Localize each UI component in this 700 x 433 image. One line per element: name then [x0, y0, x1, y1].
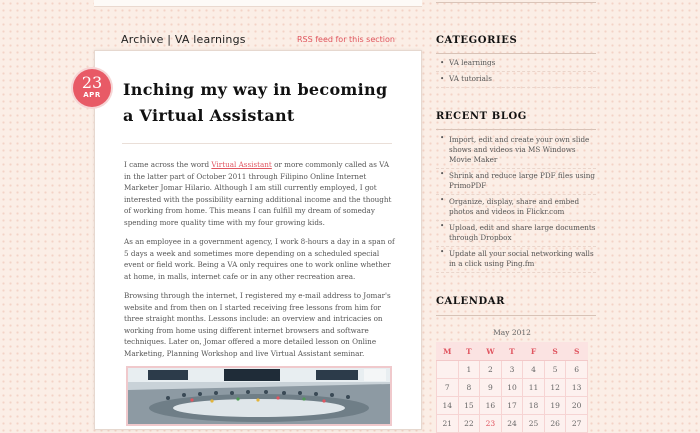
calendar-day: 19 [544, 397, 566, 415]
recent-post-item[interactable]: • Shrink and reduce large PDF files using PrimoPDF [436, 169, 596, 195]
calendar-day [437, 361, 459, 379]
calendar-title: CALENDAR [436, 296, 506, 307]
top-strip-left [94, 0, 422, 7]
calendar-day: 20 [566, 397, 588, 415]
calendar-day: 26 [544, 415, 566, 433]
calendar-day: 5 [544, 361, 566, 379]
archive-bar [94, 30, 422, 50]
rss-feed-link[interactable]: RSS feed for this section [296, 35, 395, 44]
recent-post-item[interactable]: • Import, edit and create your own slide shows and videos via MS Windows Movie Maker [436, 133, 596, 169]
weekday-header: T [501, 342, 523, 361]
category-item[interactable]: • VA learnings [436, 56, 596, 72]
calendar-day: 3 [501, 361, 523, 379]
recent-blog-list [436, 133, 596, 273]
weekday-header: F [523, 342, 545, 361]
categories-divider [436, 53, 596, 54]
archive-heading: Archive | VA learnings [121, 33, 246, 46]
paragraph-text: or more commonly called as VA in the latter part of October 2011 through Filipino Online Internet Marketer Jomar Hilario. Although I am still currently employed, I got interested with the possibility earning additional income and the thought of working from home. This means I can fulfill my dream of someday spending more quality time with my four growing kids. [124, 160, 392, 227]
calendar-day: 27 [566, 415, 588, 433]
calendar-week-row [437, 361, 588, 379]
categories-list [436, 56, 596, 88]
calendar-day: 4 [523, 361, 545, 379]
calendar-day: 22 [458, 415, 480, 433]
calendar-day: 9 [480, 379, 502, 397]
calendar-day: 16 [480, 397, 502, 415]
virtual-assistant-link[interactable]: Virtual Assistant [211, 160, 272, 169]
post-paragraph-1 [124, 159, 396, 228]
calendar-day: 2 [480, 361, 502, 379]
calendar-day: 11 [523, 379, 545, 397]
calendar-day: 10 [501, 379, 523, 397]
weekday-header: S [544, 342, 566, 361]
calendar-weekday-row [437, 342, 588, 361]
post-body [124, 159, 396, 367]
calendar-week-row [437, 379, 588, 397]
post-title[interactable]: Inching my way in becoming a Virtual Assistant [123, 80, 388, 125]
post-paragraph-2: As an employee in a government agency, I work 8-hours a day in a span of 5 days a week and sometimes more depending on a scheduled special event or field work. Being a VA only requires one to work online whether at home, in malls, internet cafe or in any other recreation area. [124, 237, 395, 281]
paragraph-text: I came across the word [124, 160, 212, 169]
calendar-day: 1 [458, 361, 480, 379]
weekday-header: S [566, 342, 588, 361]
calendar-day: 17 [501, 397, 523, 415]
calendar-day: 14 [437, 397, 459, 415]
top-strip [0, 0, 700, 14]
title-divider [122, 143, 392, 144]
date-day: 23 [81, 73, 103, 92]
weekday-header: T [458, 342, 480, 361]
recent-post-item[interactable]: • Organize, display, share and embed photos and videos in Flickr.com [436, 195, 596, 221]
calendar-day: 6 [566, 361, 588, 379]
calendar-divider [436, 315, 596, 316]
recent-post-item[interactable]: • Update all your social networking walls in a click using Ping.fm [436, 247, 596, 273]
calendar-widget [436, 326, 588, 433]
calendar-day: 21 [437, 415, 459, 433]
category-item[interactable]: • VA tutorials [436, 72, 596, 88]
recent-blog-divider [436, 129, 596, 130]
calendar-grid [436, 342, 588, 433]
date-month: APR [83, 91, 101, 99]
top-strip-right [436, 0, 596, 3]
calendar-day: 8 [458, 379, 480, 397]
calendar-week-row [437, 397, 588, 415]
calendar-day: 7 [437, 379, 459, 397]
recent-post-item[interactable]: • Upload, edit and share large documents through Dropbox [436, 221, 596, 247]
recent-blog-title: RECENT BLOG [436, 111, 527, 122]
categories-title: CATEGORIES [436, 35, 518, 46]
calendar-week-row [437, 415, 588, 433]
weekday-header: M [437, 342, 459, 361]
calendar-day: 12 [544, 379, 566, 397]
calendar-day: 18 [523, 397, 545, 415]
calendar-day: 24 [501, 415, 523, 433]
calendar-caption: May 2012 [493, 328, 531, 337]
calendar-day: 15 [458, 397, 480, 415]
post-image[interactable] [126, 366, 392, 426]
calendar-day: 13 [566, 379, 588, 397]
date-badge [73, 69, 111, 107]
post-paragraph-3: Browsing through the internet, I registered my e-mail address to Jomar's website and from then on I started receiving free lessons from him for three straight months. Lessons include: an overview and intricacies on working from home using different internet browsers and software techniques. Later on, Jomar offered a more detailed lesson on Online Marketing, Planning Workshop and live Virtual Assistant seminar. [124, 291, 391, 358]
calendar-day: 25 [523, 415, 545, 433]
weekday-header: W [480, 342, 502, 361]
calendar-day-link[interactable]: 23 [480, 415, 502, 433]
